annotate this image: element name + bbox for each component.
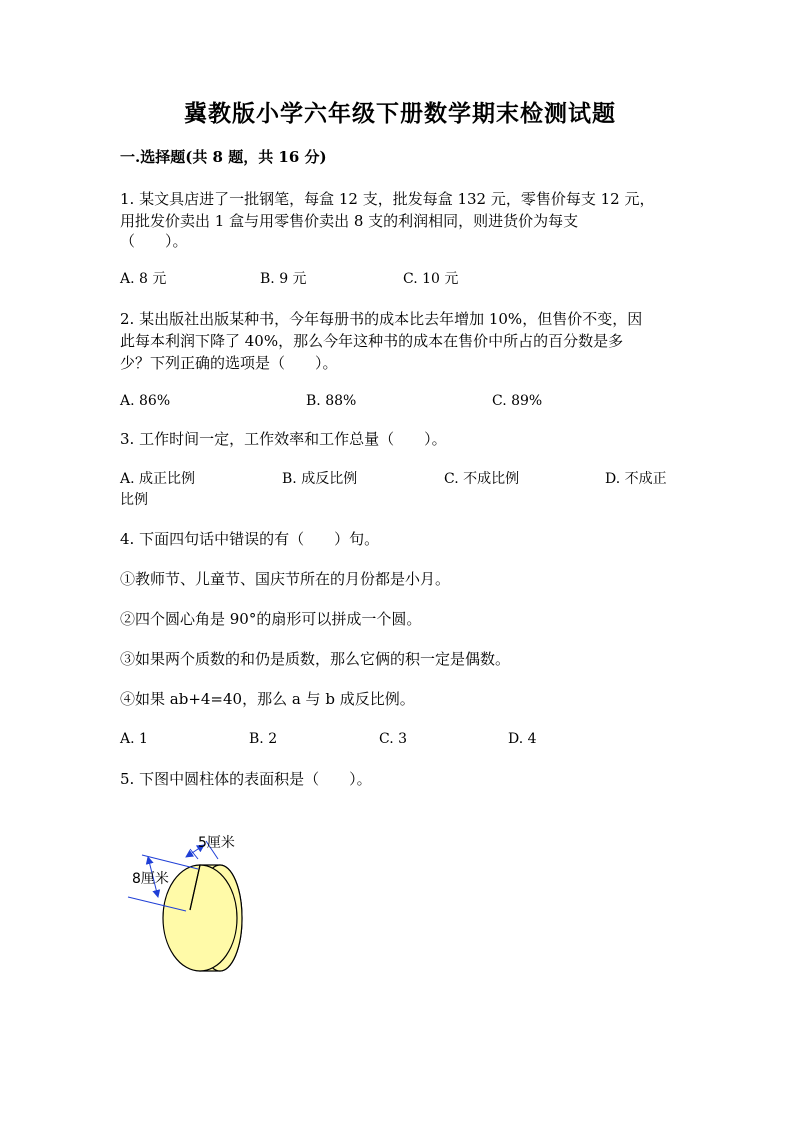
question-1-line-1: 1. 某文具店进了一批钢笔，每盒 12 支，批发每盒 132 元，零售价每支 12 元， [120,190,655,208]
question-4-statement-2: ②四个圆心角是 90°的扇形可以拼成一个圆。 [120,610,422,628]
question-2-option-b: B. 88% [306,393,357,409]
question-3-option-d-wrap: 比例 [120,492,148,508]
question-1-option-c: C. 10 元 [403,271,459,287]
height-label: 5厘米 [198,835,235,851]
radius-label: 8厘米 [132,871,169,887]
question-1-line-2: 用批发价卖出 1 盒与用零售价卖出 8 支的利润相同，则进货价为每支 [120,212,579,230]
question-4-statement-1: ①教师节、儿童节、国庆节所在的月份都是小月。 [120,570,451,588]
cylinder-figure [120,825,250,975]
cylinder-front-face [163,865,237,971]
question-4-stem: 4. 下面四句话中错误的有（ ）句。 [120,530,380,548]
question-3-option-d: D. 不成正 [605,471,667,487]
question-1-option-a: A. 8 元 [120,271,167,287]
question-3-option-a: A. 成正比例 [120,471,196,487]
question-2-option-c: C. 89% [492,393,543,409]
question-4-option-b: B. 2 [249,731,278,747]
exam-title: 冀教版小学六年级下册数学期末检测试题 [184,100,616,127]
question-1-option-b: B. 9 元 [260,271,307,287]
question-4-statement-4: ④如果 ab+4=40，那么 a 与 b 成反比例。 [120,690,415,708]
question-4-option-d: D. 4 [508,731,537,747]
question-4-option-a: A. 1 [120,731,148,747]
question-4-statement-3: ③如果两个质数的和仍是质数，那么它俩的积一定是偶数。 [120,650,511,668]
question-3-stem: 3. 工作时间一定，工作效率和工作总量（ ）。 [120,430,447,448]
question-5-stem: 5. 下图中圆柱体的表面积是（ ）。 [120,770,372,788]
question-1-line-3: （ ）。 [120,232,188,250]
question-2-option-a: A. 86% [120,393,171,409]
question-2-line-1: 2. 某出版社出版某种书，今年每册书的成本比去年增加 10%，但售价不变，因 [120,310,643,328]
question-2-line-3: 少？下列正确的选项是（ ）。 [120,354,338,372]
section-heading: 一.选择题(共 8 题，共 16 分) [120,148,327,166]
question-3-option-c: C. 不成比例 [444,471,520,487]
question-2-line-2: 此每本利润下降了 40%，那么今年这种书的成本在售价中所占的百分数是多 [120,332,624,350]
question-4-option-c: C. 3 [379,731,408,747]
question-3-option-b: B. 成反比例 [282,471,358,487]
